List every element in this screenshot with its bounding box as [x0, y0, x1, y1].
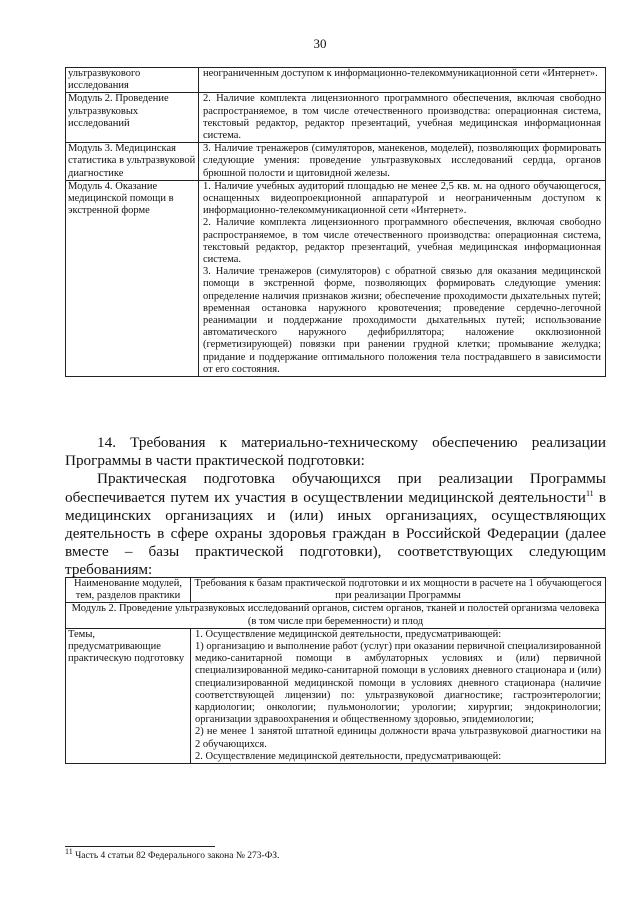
table-row [66, 93, 606, 143]
header-cell-modules: Наименование модулей, тем, разделов практики [66, 578, 191, 603]
requirement-text: 2. Наличие комплекта лицензионного программного обеспечения, включая свободно распространяемое, в том числе отечественного производства: операционная система, текстовый редактор, редактор презентаций, учебная медицинская информационная система. [203, 93, 601, 142]
footnote [65, 846, 280, 861]
footnote-number: 11 [65, 846, 73, 856]
requirement-text: 1. Наличие учебных аудиторий площадью не менее 2,5 кв. м. на одного обучающегося, оснащенных видеопроекционной аппаратурой и неограниченным доступом к информационно-телекоммуникационной сети «Интернет». [203, 180, 601, 217]
requirement-text: 1. Осуществление медицинской деятельности, предусматривающей: [195, 628, 502, 640]
requirement-text: 3. Наличие тренажеров (симуляторов, манекенов, моделей), позволяющих формировать следующие умения: проведение ультразвуковых исследований сердца, органов брюшной полости и щитовидной железы. [203, 143, 601, 179]
requirements-cell [199, 93, 606, 143]
module-cell: Модуль 4. Оказание медицинской помощи в экстренной форме [66, 180, 199, 376]
equipment-table [65, 67, 606, 377]
footnote-separator [65, 846, 215, 847]
topic-cell: Темы, предусматривающие практическую подготовку [66, 628, 191, 763]
paragraph-text-start: Практическая подготовка обучающихся при реализации Программы обеспечивается путем их участия в осуществлении медицинской деятельности [65, 470, 606, 506]
section-14 [65, 434, 606, 580]
requirements-cell [199, 143, 606, 181]
table-row [66, 603, 606, 628]
header-cell-requirements: Требования к базам практической подготовки и их мощности в расчете на 1 обучающегося при реализации Программы [191, 578, 606, 603]
requirement-text: неограниченным доступом к информационно-телекоммуникационной сети «Интернет». [203, 68, 598, 79]
requirement-text: 2. Наличие комплекта лицензионного программного обеспечения, включая свободно распространяемое, в том числе отечественного производства: операционная система, текстовый редактор, редактор презентаций, учебная медицинская информационная система. [203, 217, 601, 266]
practice-bases-table [65, 577, 606, 764]
requirement-text: 3. Наличие тренажеров (симуляторов) с обратной связью для оказания медицинской помощи в экстренной форме, позволяющих формировать следующие умения: определение наличия признаков жизни; обеспечение проходимости дыхательных путей; временная остановка наружного кровотечения; проведение сердечно-легочной реанимации и поддержание проходимости дыхательных путей; использование автоматического наружного дефибриллятора; наложение окклюзионной (герметизирующей) повязки при ранении грудной клетки; промывание желудка; придание и поддержание оптимального положения тела пострадавшего в зависимости от его состояния. [203, 266, 601, 375]
table-row [66, 143, 606, 181]
requirement-text: 2) не менее 1 занятой штатной единицы должности врача ультразвуковой диагностики на 2 обучающихся. [195, 726, 601, 750]
requirement-text: 1) организацию и выполнение работ (услуг) при оказании первичной специализированной медико-санитарной помощи в амбулаторных условиях и (или) первичной специализированной медико-санитарной помощи в условиях дневного стационара и (или) специализированной медицинской помощи в условиях дневного стационара (наличие соответствующей лицензии) по: ультразвуковой диагностике; гастроэнтерологии; кардиологии; онкологии; пульмонологии; урологии; хирургии; эндокринологии; организации здравоохранения и общественному здоровью, эпидемиологии; [195, 641, 601, 726]
table-row [66, 68, 606, 93]
page-number: 30 [313, 36, 327, 51]
table-header-row [66, 578, 606, 603]
requirements-cell [191, 628, 606, 763]
module-cell: Модуль 2. Проведение ультразвуковых исследований [66, 93, 199, 143]
paragraph-text-end: в медицинских организациях и (или) иных организациях, осуществляющих деятельность в сфере охраны здоровья граждан в Российской Федерации (далее вместе – базы практической подготовки), соответствующих следующим требованиям: [65, 488, 606, 579]
module-cell: Модуль 3. Медицинская статистика в ультразвуковой диагностике [66, 143, 199, 181]
table-row [66, 180, 606, 376]
footnote-text: Часть 4 статьи 82 Федерального закона № 273-ФЗ. [72, 851, 280, 861]
requirements-cell [199, 68, 606, 93]
requirements-cell [199, 180, 606, 376]
requirement-text: 2. Осуществление медицинской деятельности, предусматривающей: [195, 750, 502, 762]
section-heading: 14. Требования к материально-техническому обеспечению реализации Программы в части практической подготовки: [65, 434, 606, 470]
footnote-ref: 11 [585, 488, 594, 498]
section-paragraph [65, 470, 606, 579]
module-cell: ультразвукового исследования [66, 68, 199, 93]
table-row [66, 628, 606, 763]
module-heading-cell: Модуль 2. Проведение ультразвуковых исследований органов, систем органов, тканей и полостей организма человека (в том числе при беременности) и плод [66, 603, 606, 628]
